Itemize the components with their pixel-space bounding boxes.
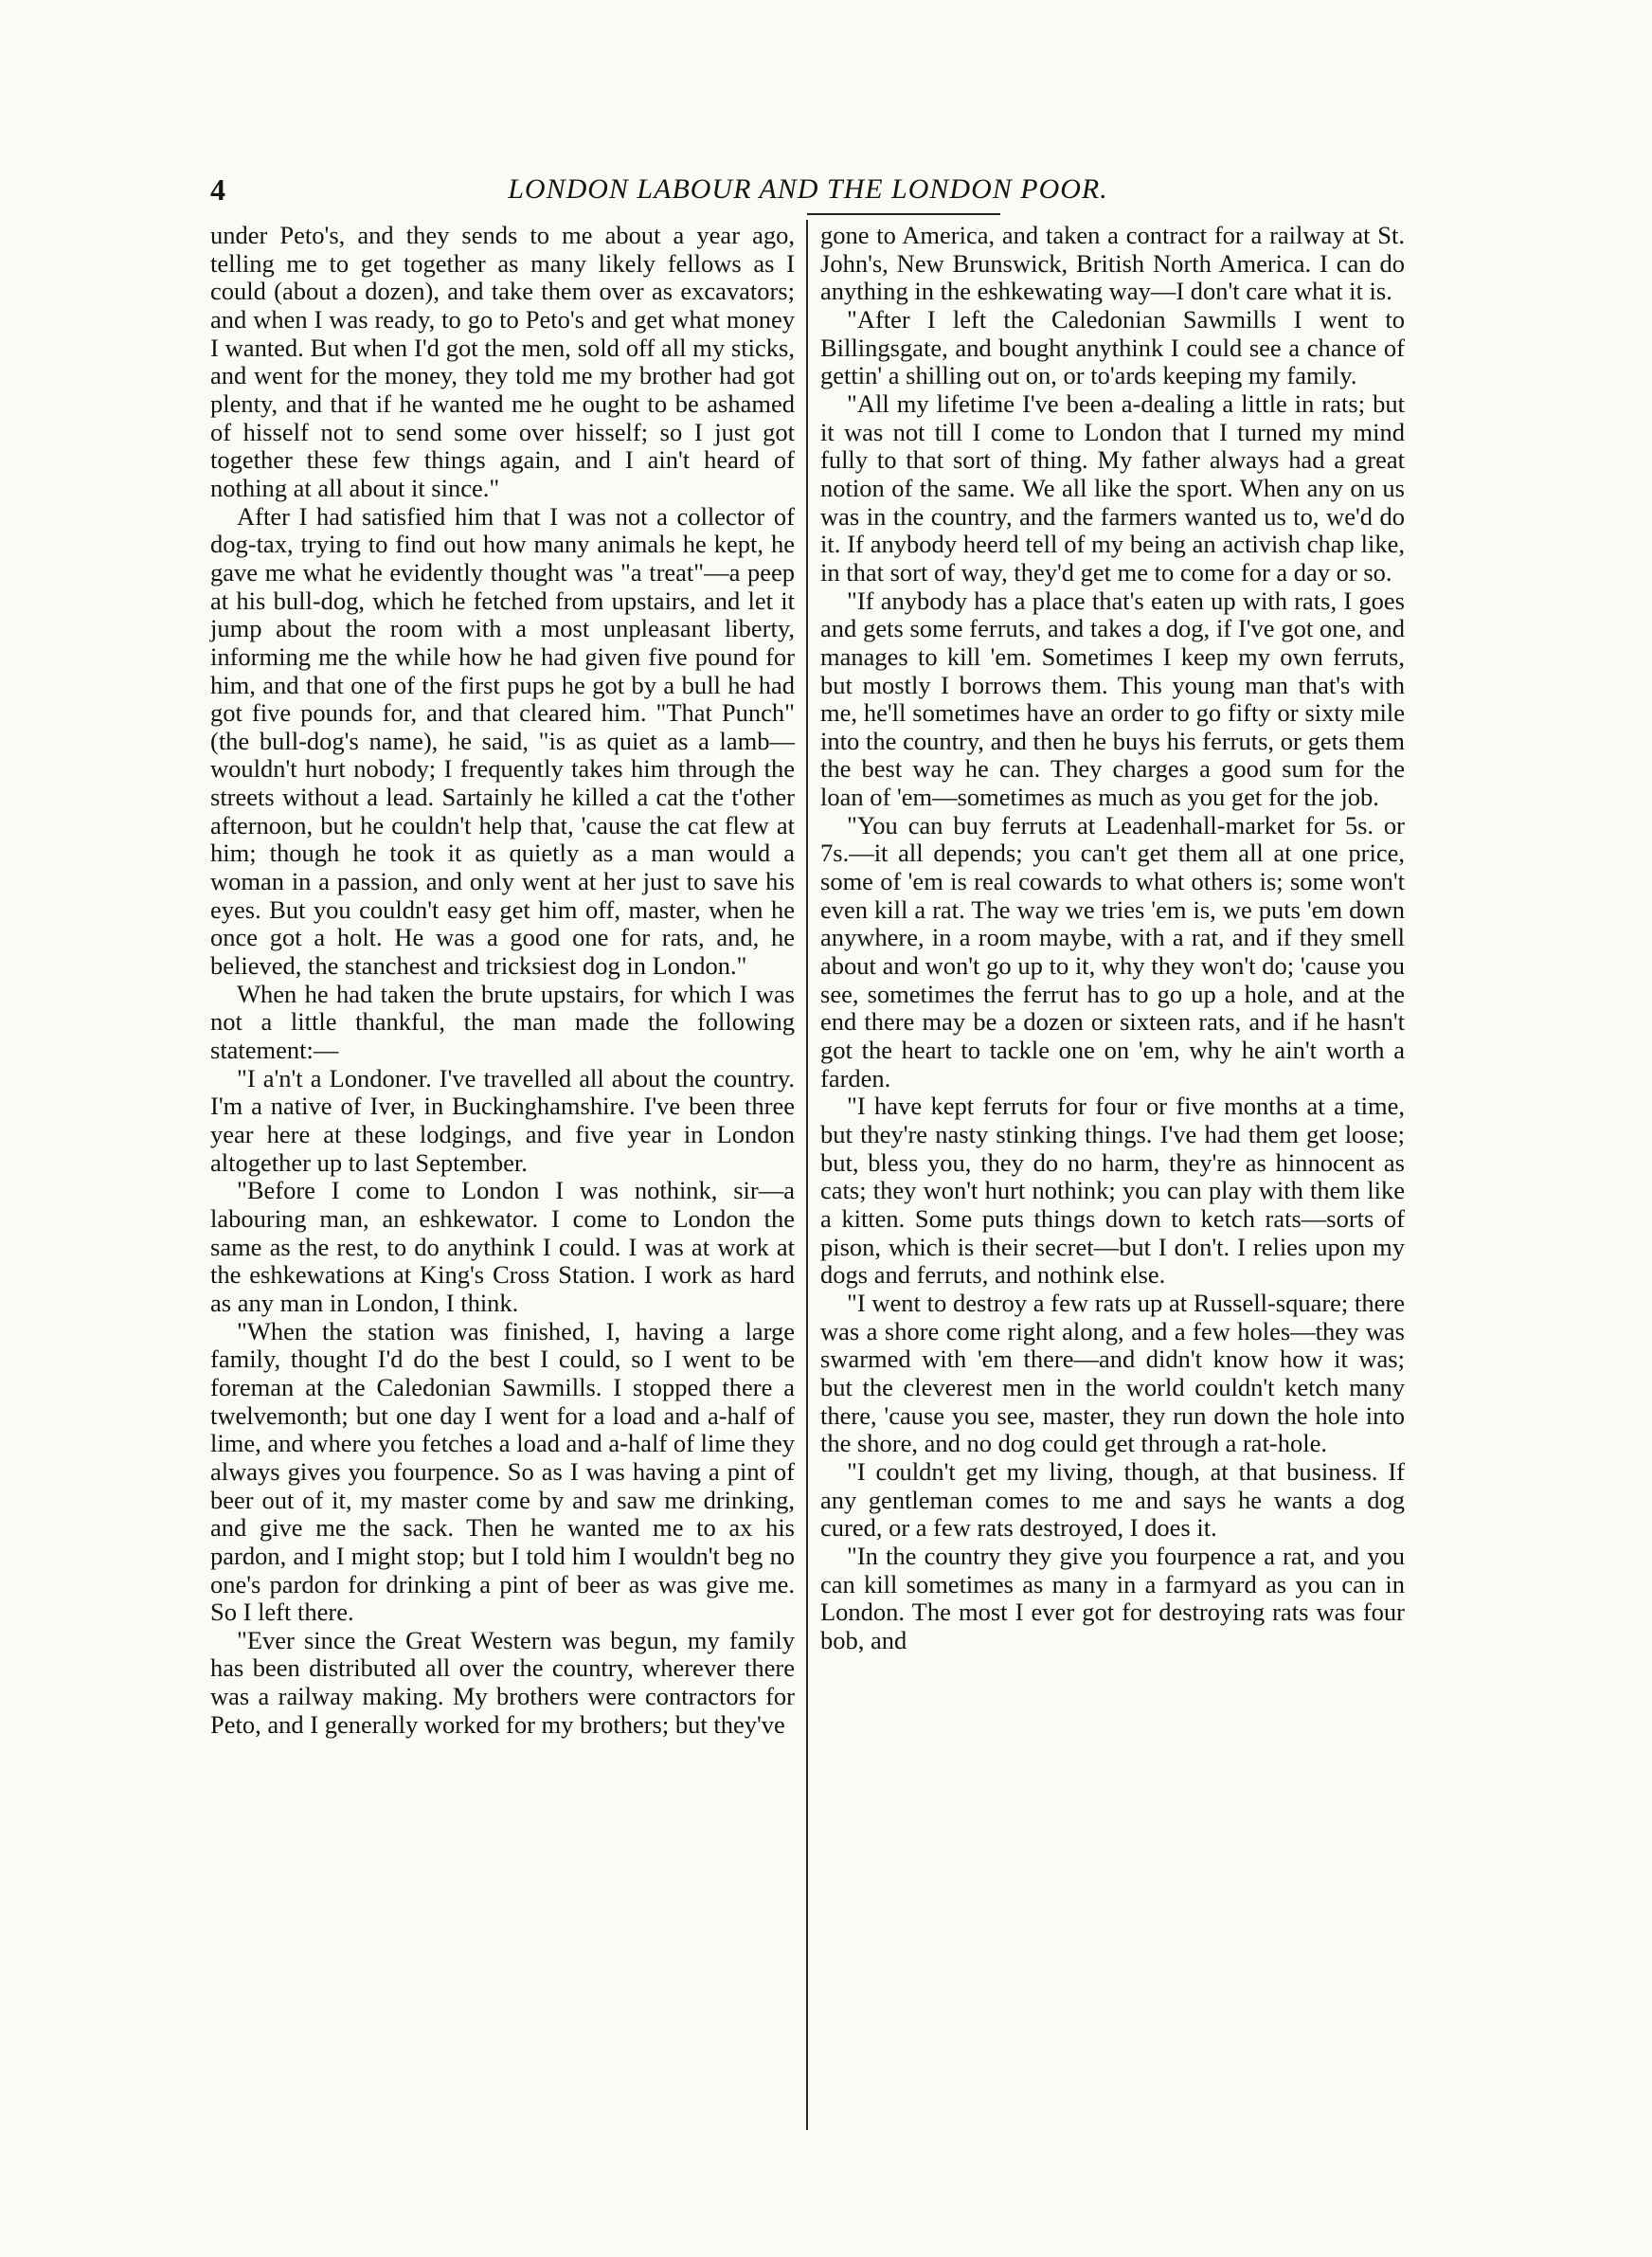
paragraph: "When the station was finished, I, having a large family, thought I'd do the best I could, so I went to be foreman at the Caledonian Sawmills. I stopped there a twelvemonth; but one day I went for a load and a-half of lime, and where you fetches a load and a-half of lime they always gives you fourpence. So as I was having a pint of beer out of it, my master come by and saw me drinking, and give me the sack. Then he wanted me to ax his pardon, and I might stop; but I told him I wouldn't beg no one's pardon for drinking a pint of beer as was give me. So I left there. (210, 1316, 795, 1627)
paragraph: "In the country they give you fourpence a rat, and you can kill sometimes as many in a farmyard as you can in London. The most I ever got for destroying rats was four bob, and (820, 1541, 1405, 1654)
paragraph: "I went to destroy a few rats up at Russell-square; there was a shore come right along, and a few holes—they was swarmed with 'em there—and didn't know how it was; but the cleverest men in the world couldn't ketch many there, 'cause you see, master, they run down the hole into the shore, and no dog could get through a rat-hole. (820, 1288, 1405, 1458)
paragraph: "I a'n't a Londoner. I've travelled all about the country. I'm a native of Iver, in Buckinghamshire. I've been three year here at these lodgings, and five year in London altogether up to last September. (210, 1063, 795, 1177)
page-number: 4 (210, 172, 225, 207)
paragraph: under Peto's, and they sends to me about a year ago, telling me to get together as many likely fellows as I could (about a dozen), and take them over as excavators; and when I was ready, to go to Peto's and get what money I wanted. But when I'd got the men, sold off all my sticks, and went for the money, they told me my brother had got plenty, and that if he wanted me he ought to be ashamed of hisself not to send some over hisself; so I just got together these few things again, and I ain't heard of nothing at all about it since." (210, 221, 795, 502)
paragraph: "All my lifetime I've been a-dealing a little in rats; but it was not till I come to London that I turned my mind fully to that sort of thing. My father always had a great notion of the same. We all like the sport. When any on us was in the country, and the farmers wanted us to, we'd do it. If anybody heerd tell of my being an activish chap like, in that sort of way, they'd get me to come for a day or so. (820, 388, 1405, 587)
running-title: LONDON LABOUR AND THE LONDON POOR. (508, 173, 1108, 205)
paragraph: "I couldn't get my living, though, at that business. If any gentleman comes to me and says he wants a dog cured, or a few rats destroyed, I does it. (820, 1456, 1405, 1543)
paragraph: "Before I come to London I was nothink, sir—a labouring man, an eshkewator. I come to London the same as the rest, to do anythink I could. I was at work at the eshkewations at King's Cross Station. I work as hard as any man in London, I think. (210, 1176, 795, 1317)
left-column (210, 222, 795, 1739)
paragraph: "If anybody has a place that's eaten up with rats, I goes and gets some ferruts, and takes a dog, if I've got one, and manages to kill 'em. Sometimes I keep my own ferruts, but mostly I borrows them. This young man that's with me, he'll sometimes have an order to go fifty or sixty mile into the country, and then he buys his ferruts, or gets them the best way he can. They charges a good sum for the loan of 'em—sometimes as much as you get for the job. (820, 586, 1405, 812)
header-rule (807, 213, 1000, 215)
column-divider (806, 220, 808, 2130)
right-column (820, 222, 1405, 1654)
page-header (210, 171, 1406, 208)
paragraph: "Ever since the Great Western was begun, my family has been distributed all over the country, wherever there was a railway making. My brothers were contractors for Peto, and I generally worked for my brothers; but they've (210, 1625, 795, 1739)
paragraph: After I had satisfied him that I was not a collector of dog-tax, trying to find out how many animals he kept, he gave me what he evidently thought was "a treat"—a peep at his bull-dog, which he fetched from upstairs, and let it jump about the room with a most unpleasant liberty, informing me the while how he had given five pound for him, and that one of the first pups he got by a bull he had got five pounds for, and that cleared him. "That Punch" (the bull-dog's name), he said, "is as quiet as a lamb—wouldn't hurt nobody; I frequently takes him through the streets without a lead. Sartainly he killed a cat the t'other afternoon, but he couldn't help that, 'cause the cat flew at him; though he took it as quietly as a man would a woman in a passion, and only went at her just to save his eyes. But you couldn't easy get him off, master, when he once got a holt. He was a good one for rats, and, he believed, the stanchest and tricksiest dog in London." (210, 501, 795, 981)
paragraph: gone to America, and taken a contract for a railway at St. John's, New Brunswick, British North America. I can do anything in the eshkewating way—I don't care what it is. (820, 221, 1405, 306)
paragraph: When he had taken the brute upstairs, for which I was not a little thankful, the man made the following statement:— (210, 979, 795, 1065)
paragraph: "You can buy ferruts at Leadenhall-market for 5s. or 7s.—it all depends; you can't get them all at one price, some of 'em is real cowards to what others is; some won't even kill a rat. The way we tries 'em is, we puts 'em down anywhere, in a room maybe, with a rat, and if they smell about and won't go up to it, why they won't do; 'cause you see, sometimes the ferrut has to go up a hole, and at the end there may be a dozen or sixteen rats, and if he hasn't got the heart to tackle one on 'em, why he ain't worth a farden. (820, 810, 1405, 1092)
paragraph: "After I left the Caledonian Sawmills I went to Billingsgate, and bought anythink I could see a chance of gettin' a shilling out on, or to'ards keeping my family. (820, 304, 1405, 390)
paragraph: "I have kept ferruts for four or five months at a time, but they're nasty stinking things. I've had them get loose; but, bless you, they do no harm, they're as hinnocent as cats; they won't hurt nothink; you can play with them like a kitten. Some puts things down to ketch rats—sorts of pison, which is their secret—but I don't. I relies upon my dogs and ferruts, and nothink else. (820, 1092, 1405, 1290)
